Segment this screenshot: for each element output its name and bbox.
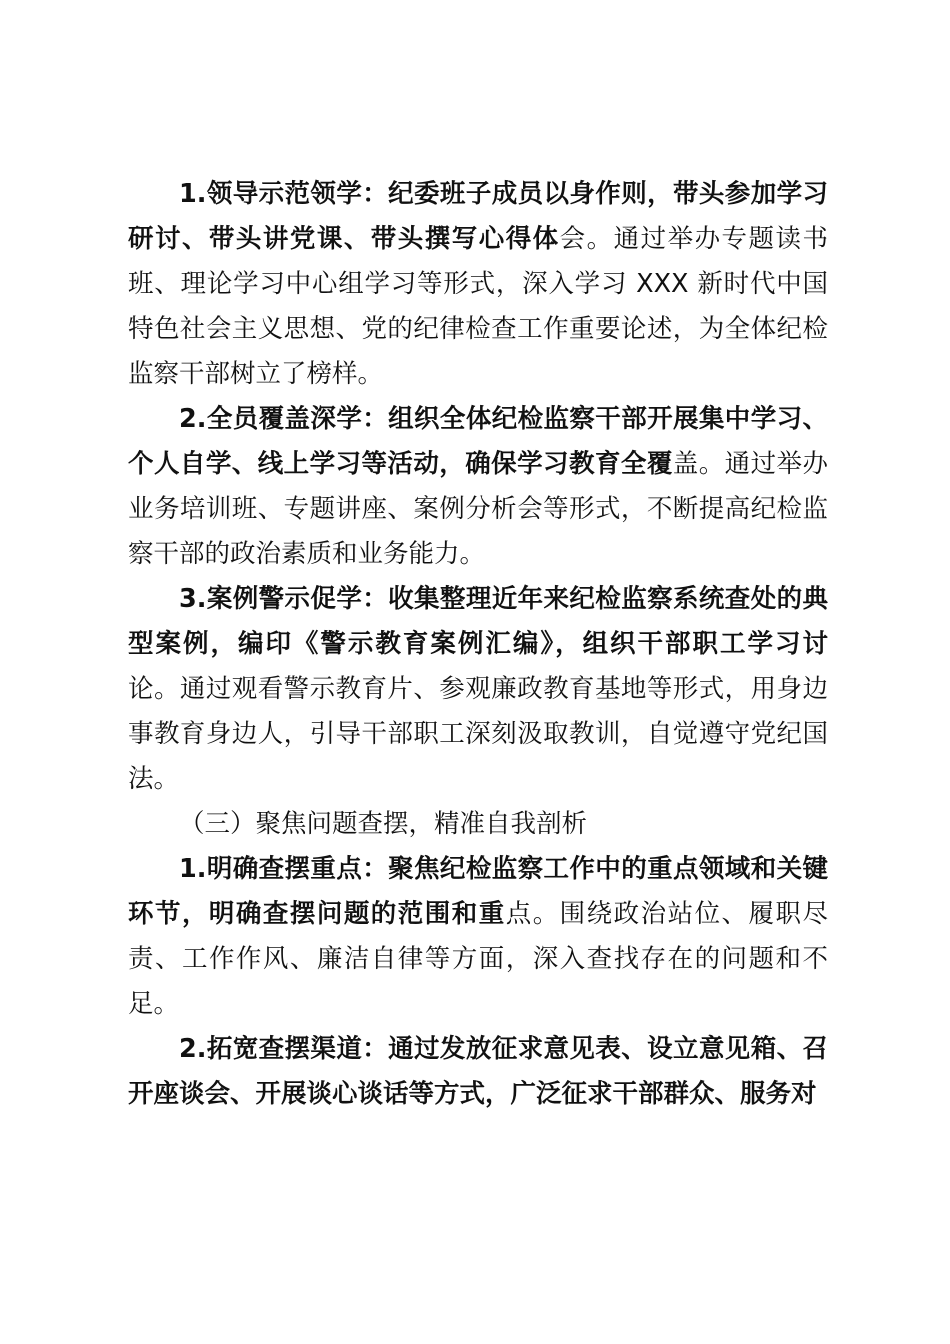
paragraph-2-body: 盖。通过举办业务培训班、专题讲座、案例分析会等形式，不断提高纪检监察干部的政治素质和业务能力。	[128, 449, 828, 569]
paragraph-4-body: 点。围绕政治站位、履职尽责、工作作风、廉洁自律等方面，深入查找存在的问题和不足。	[128, 899, 828, 1019]
paragraph-4-lead: 1.明确查摆重点：聚焦纪检监察工作中的重点领域和关键环节，明确查摆问题的范围和重	[128, 854, 828, 929]
paragraph-2	[128, 397, 828, 577]
paragraph-5	[128, 1027, 828, 1117]
paragraph-5-lead: 2.拓宽查摆渠道：通过发放征求意见表、设立意见箱、召开座谈会、开展谈心谈话等方式，广泛征求干部群众、服务对	[128, 1034, 828, 1109]
paragraph-2-lead: 2.全员覆盖深学：组织全体纪检监察干部开展集中学习、个人自学、线上学习等活动，确保学习教育全覆	[128, 404, 828, 479]
paragraph-1-body: 会。通过举办专题读书班、理论学习中心组学习等形式，深入学习 XXX 新时代中国特色社会主义思想、党的纪律检查工作重要论述，为全体纪检监察干部树立了榜样。	[128, 224, 828, 389]
paragraph-3-body: 论。通过观看警示教育片、参观廉政教育基地等形式，用身边事教育身边人，引导干部职工深刻汲取教训，自觉遵守党纪国法。	[128, 674, 828, 794]
paragraph-3	[128, 577, 828, 802]
paragraph-1-lead: 1.领导示范领学：纪委班子成员以身作则，带头参加学习研讨、带头讲党课、带头撰写心得体	[128, 179, 828, 254]
paragraph-4	[128, 847, 828, 1027]
paragraph-3-lead: 3.案例警示促学：收集整理近年来纪检监察系统查处的典型案例，编印《警示教育案例汇编》，组织干部职工学习讨	[128, 584, 828, 659]
paragraph-1	[128, 172, 828, 397]
document-page	[128, 172, 828, 1117]
section-heading: （三）聚焦问题查摆，精准自我剖析	[179, 809, 588, 839]
